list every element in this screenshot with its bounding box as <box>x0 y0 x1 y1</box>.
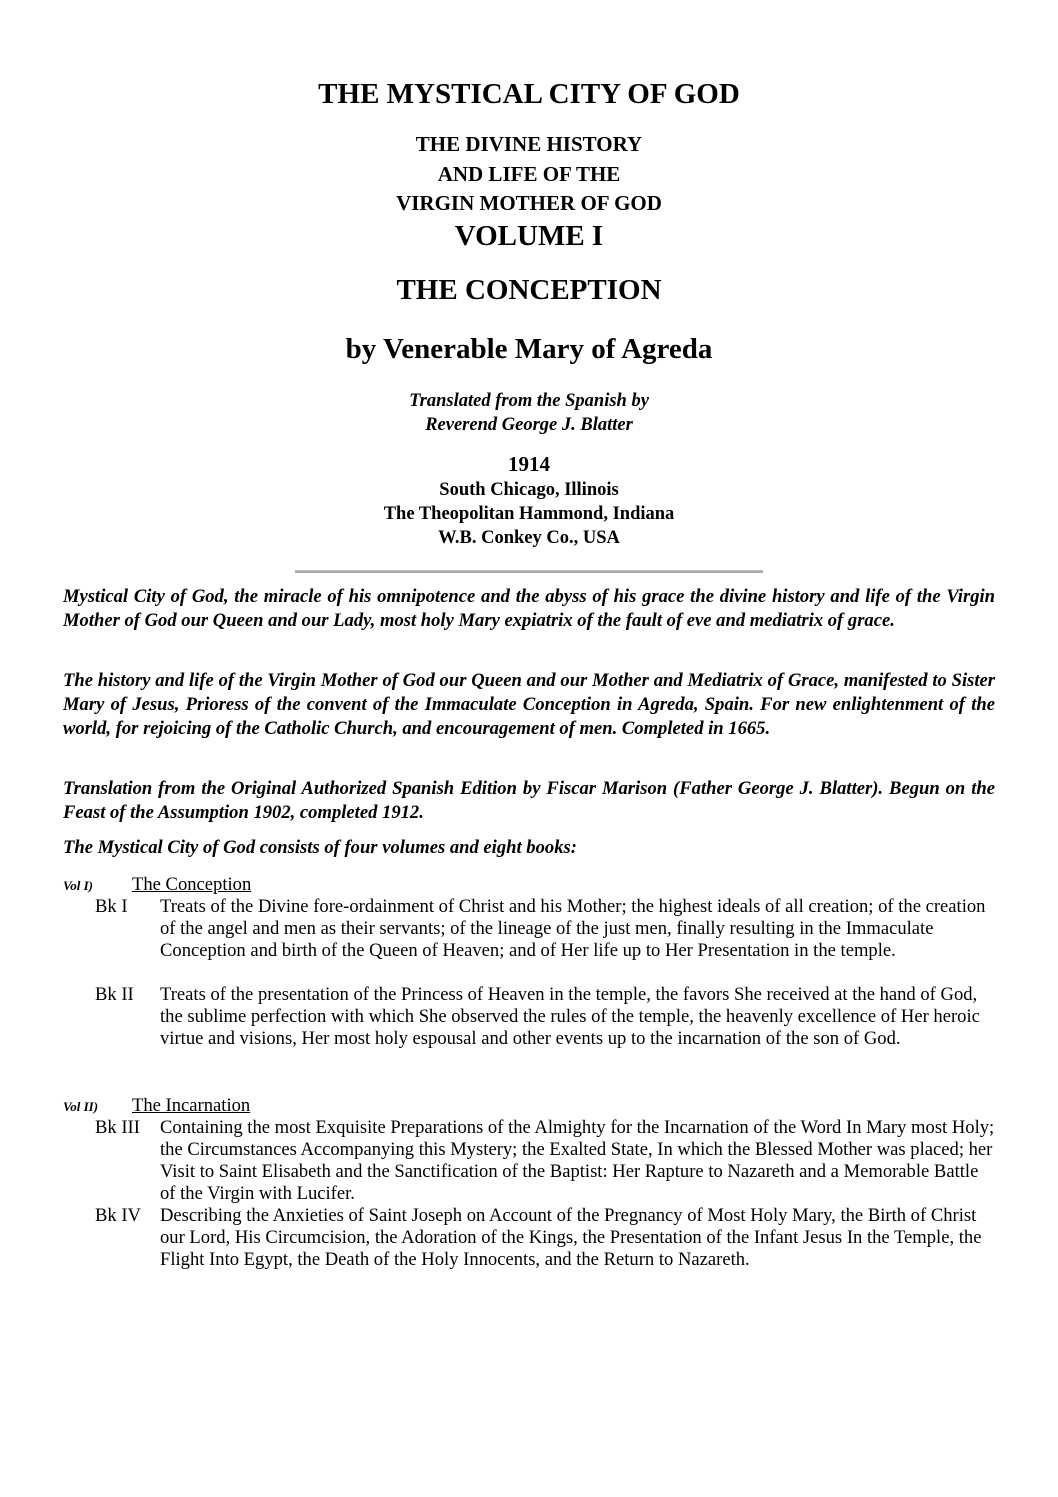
subtitle <box>0 130 1058 219</box>
publication-year: 1914 <box>508 452 550 476</box>
volume-label: Vol II) <box>63 1099 99 1114</box>
book-description: Containing the most Exquisite Preparations of the Almighty for the Incarnation of the Word In Mary most Holy; the Circumstances Accompanying this Mystery; the Exalted State, In which the Blessed Mother was placed; her Visit to Saint Elisabeth and the Sanctification of the Baptist: Her Rapture to Nazareth and a Memorable Battle of the Virgin with Lucifer. <box>160 1117 995 1204</box>
book-description: Treats of the Divine fore-ordainment of Christ and his Mother; the highest ideals of all creation; of the creation of the angel and men as their servants; of the lineage of the just men, finally resulting in the Immaculate Conception and birth of the Queen of Heaven; and of Her life up to Her Presentation in the temple. <box>160 896 986 961</box>
volume-title: The Incarnation <box>132 1095 251 1116</box>
intro-paragraph: Mystical City of God, the miracle of his omnipotence and the abyss of his grace the divine history and life of the Virgin Mother of God our Queen and our Lady, most holy Mary expiatrix of the fault of eve and mediatrix of grace. <box>63 586 995 631</box>
volume-label: Vol I) <box>63 878 93 893</box>
subtitle-line: VIRGIN MOTHER OF GOD <box>396 191 662 215</box>
book-label: Bk III <box>95 1117 140 1138</box>
publisher-line: The Theopolitan Hammond, Indiana <box>383 504 675 524</box>
volume-title: The Conception <box>132 874 252 895</box>
subtitle-line: AND LIFE OF THE <box>437 161 621 186</box>
publisher-info <box>0 478 1058 550</box>
document-title: THE MYSTICAL CITY OF GOD <box>318 78 740 110</box>
publisher-line: W.B. Conkey Co., USA <box>438 528 620 548</box>
publisher-line: South Chicago, Illinois <box>439 480 619 500</box>
horizontal-divider <box>295 570 763 573</box>
book-entry <box>95 1117 995 1205</box>
book-description: Describing the Anxieties of Saint Joseph on Account of the Pregnancy of Most Holy Mary, the Birth of Christ our Lord, His Circumcision, the Adoration of the Kings, the Presentation of the Infant Jesus In the Temple, the Flight Into Egypt, the Death of the Holy Innocents, and the Return to Nazareth. <box>160 1205 982 1270</box>
volume-entry <box>63 1095 250 1118</box>
author-line: by Venerable Mary of Agreda <box>345 333 713 365</box>
translator-line: Translated from the Spanish by <box>409 391 649 411</box>
book-label: Bk II <box>95 984 134 1005</box>
book-entry <box>95 896 995 962</box>
book-entry <box>95 1205 995 1271</box>
translator-line: Reverend George J. Blatter <box>425 415 633 435</box>
book-description: Treats of the presentation of the Princess of Heaven in the temple, the favors She received at the hand of God, the sublime perfection with which She observed the rules of the temple, the heavenly excellence of Her heroic virtue and visions, Her most holy espousal and other events up to the incarnation of the son of God. <box>160 984 980 1049</box>
book-label: Bk I <box>95 896 128 917</box>
volume-heading: VOLUME I <box>454 220 604 252</box>
translator-credit <box>0 389 1058 437</box>
intro-paragraph: The Mystical City of God consists of four volumes and eight books: <box>63 837 577 858</box>
intro-paragraph: The history and life of the Virgin Mother of God our Queen and our Mother and Mediatrix of Grace, manifested to Sister Mary of Jesus, Prioress of the convent of the Immaculate Conception in Agreda, Spain. For new enlightenment of the world, for rejoicing of the Catholic Church, and encouragement of men. Completed in 1665. <box>63 670 995 739</box>
book-entry <box>95 984 995 1050</box>
book-label: Bk IV <box>95 1205 141 1226</box>
intro-paragraph: Translation from the Original Authorized Spanish Edition by Fiscar Marison (Father George J. Blatter). Begun on the Feast of the Assumption 1902, completed 1912. <box>63 778 995 823</box>
volume-entry <box>63 874 251 897</box>
part-heading: THE CONCEPTION <box>396 274 662 306</box>
subtitle-line: THE DIVINE HISTORY <box>415 132 643 156</box>
